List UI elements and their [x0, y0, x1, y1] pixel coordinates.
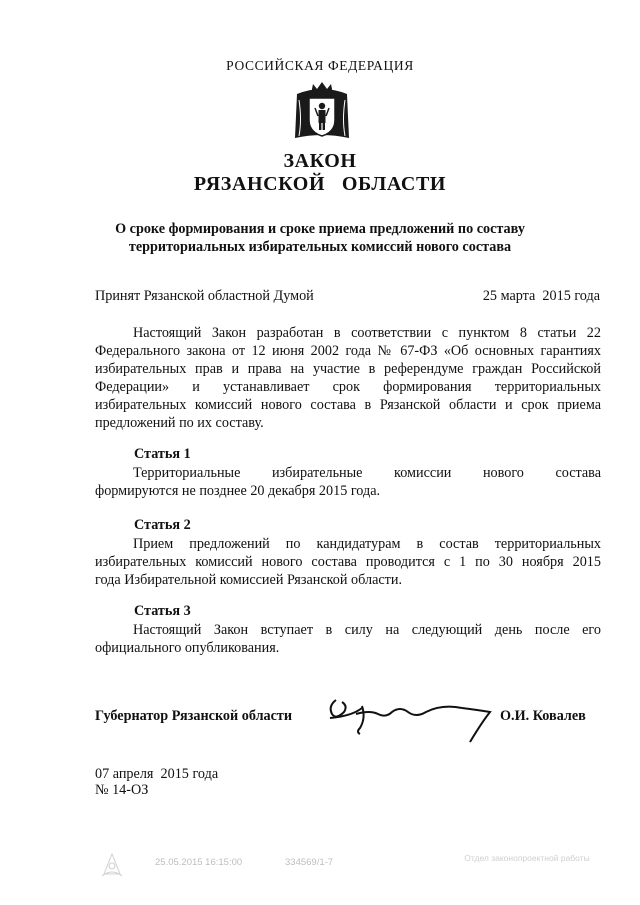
- adoption-date: 25 марта 2015 года: [482, 288, 600, 304]
- article-line: официального опубликования.: [95, 640, 280, 656]
- governor-name: О.И. Ковалев: [500, 708, 586, 724]
- department-stamp: Отдел законопроектной работы: [464, 853, 590, 863]
- article-line: формируются не позднее 20 декабря 2015 года.: [95, 483, 381, 499]
- article-2-body: [95, 535, 601, 589]
- article-3-heading: Статья 3: [134, 603, 191, 619]
- governor-title: Губернатор Рязанской области: [95, 708, 293, 724]
- article-line: года Избирательной комиссией Рязанской области.: [95, 572, 403, 588]
- law-number: № 14-ОЗ: [95, 782, 149, 798]
- article-line: Территориальные избирательные комиссии нового состава: [133, 465, 601, 481]
- preamble-line: Федерации» и устанавливает срок формирования территориальных: [95, 379, 601, 395]
- preamble-line: избирательных комиссий нового состава в Рязанской области и срок приема: [95, 397, 601, 413]
- article-3-body: [95, 621, 601, 657]
- article-line: Прием предложений по кандидатурам в состав территориальных: [133, 536, 601, 552]
- registration-code: 334569/1-7: [285, 857, 334, 868]
- article-line: избирательных комиссий нового состава проводится с 1 по 30 ноября 2015: [95, 554, 601, 570]
- adopted-by: Принят Рязанской областной Думой: [95, 288, 314, 304]
- preamble-line: Настоящий Закон разработан в соответствии с пунктом 8 статьи 22: [133, 325, 601, 341]
- article-line: Настоящий Закон вступает в силу на следующий день после его: [133, 622, 601, 638]
- law-region-title: РЯЗАНСКОЙ ОБЛАСТИ: [193, 173, 447, 195]
- registration-timestamp: 25.05.2015 16:15:00: [155, 857, 243, 868]
- preamble-paragraph: [95, 324, 601, 432]
- law-subject-line-1: О сроке формирования и сроке приема предложений по составу: [115, 221, 525, 237]
- coat-of-arms-icon: [293, 80, 351, 142]
- law-subject-line-2: территориальных избирательных комиссий нового состава: [128, 239, 512, 255]
- signing-date: 07 апреля 2015 года: [95, 766, 219, 782]
- preamble-line: Федерального закона от 12 июня 2002 года № 67-ФЗ «Об основных гарантиях: [95, 343, 601, 359]
- country-name: РОССИЙСКАЯ ФЕДЕРАЦИЯ: [226, 58, 414, 73]
- preamble-line: предложений по их составу.: [95, 415, 264, 431]
- preamble-line: избирательных прав и права на участие в референдуме граждан Российской: [95, 361, 601, 377]
- registry-mark-icon: [98, 850, 126, 880]
- law-title: ЗАКОН: [283, 150, 357, 172]
- signature-icon: [322, 688, 497, 744]
- article-1-body: [95, 464, 601, 500]
- article-1-heading: Статья 1: [134, 446, 191, 462]
- article-2-heading: Статья 2: [134, 517, 191, 533]
